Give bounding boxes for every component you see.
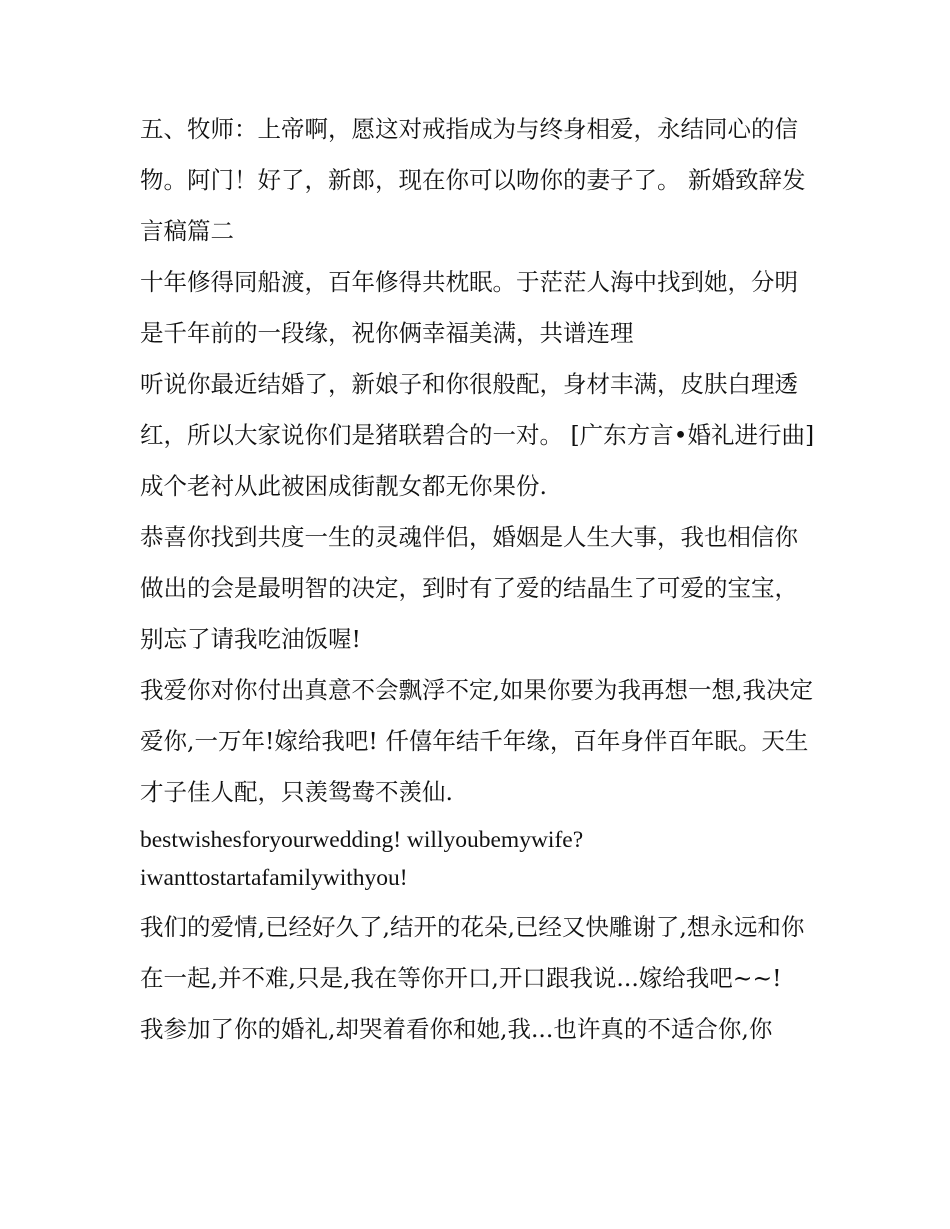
paragraph: 五、牧师：上帝啊，愿这对戒指成为与终身相爱，永结同心的信物。阿门！好了，新郎，现在你可以吻你的妻子了。 新婚致辞发言稿篇二: [140, 115, 806, 245]
paragraph: 我参加了你的婚礼,却哭着看你和她,我...也许真的不适合你,你: [140, 1015, 773, 1043]
paragraph: 十年修得同船渡，百年修得共枕眠。于茫茫人海中找到她，分明是千年前的一段缘，祝你俩幸福美满，共谱连理: [140, 268, 798, 347]
paragraph-english: bestwishesforyourwedding! willyoubemywife?: [140, 827, 584, 853]
paragraph-english: iwanttostartafamilywithyou!: [140, 865, 408, 891]
paragraph: 恭喜你找到共度一生的灵魂伴侣，婚姻是人生大事，我也相信你做出的会是最明智的决定，到时有了爱的结晶生了可爱的宝宝，别忘了请我吃油饭喔!: [140, 523, 798, 653]
paragraph: 我们的爱情,已经好久了,结开的花朵,已经又快雕谢了,想永远和你在一起,并不难,只是,我在等你开口,开口跟我说...嫁给我吧~~!: [140, 913, 805, 992]
paragraph: 听说你最近结婚了，新娘子和你很般配，身材丰满，皮肤白理透红，所以大家说你们是猪联碧合的一对。 [广东方言•婚礼进行曲]成个老衬从此被困成街靓女都无你果份.: [140, 370, 815, 500]
paragraph: 我爱你对你付出真意不会飘浮不定,如果你要为我再想一想,我决定爱你,一万年!嫁给我吧! 仟僖年结千年缘，百年身伴百年眠。天生才子佳人配，只羡鸳鸯不羡仙.: [140, 676, 813, 806]
document-body: [140, 104, 820, 1055]
